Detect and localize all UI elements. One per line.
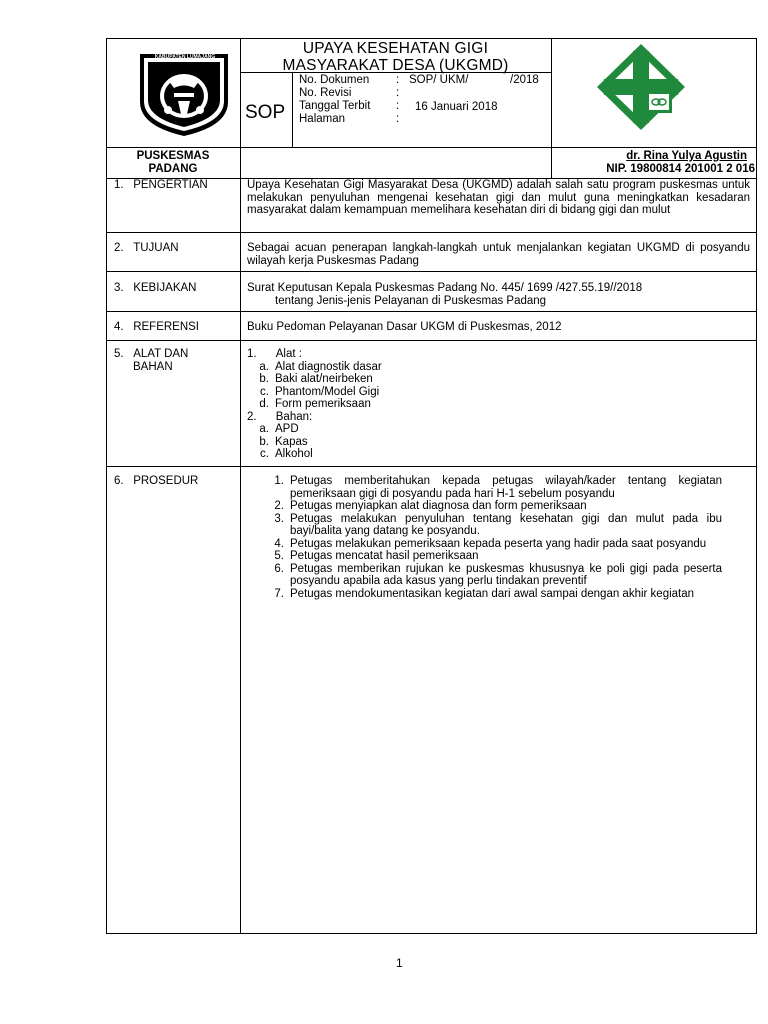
regency-logo: [134, 46, 234, 140]
sop-label: SOP: [245, 102, 286, 123]
procedure-step: [258, 563, 722, 588]
alat-item-marker: b.: [259, 373, 269, 385]
bahan-item-marker: a.: [259, 423, 269, 435]
row-line-3: [106, 311, 757, 312]
meta-label-revisi: No. Revisi: [299, 87, 352, 99]
section-4-label: 4. REFERENSI: [114, 321, 200, 333]
procedure-step: [258, 550, 722, 563]
bahan-item: [247, 423, 750, 436]
regency-logo-text: KABUPATEN LUMAJANG: [154, 54, 216, 60]
procedure-step-marker: 7.: [274, 587, 284, 600]
section-3-line-2: tentang Jenis-jenis Pelayanan di Puskesmas Padang: [275, 294, 547, 307]
bahan-item-text: APD: [275, 423, 299, 435]
alat-item: [247, 386, 750, 399]
alat-item-marker: a.: [259, 360, 269, 373]
procedure-step: [258, 500, 722, 513]
sop-divider: [292, 72, 293, 147]
org-line-2: PADANG: [148, 163, 198, 175]
title-line-1: UPAYA KESEHATAN GIGI: [302, 40, 489, 57]
section-3-label: 3. KEBIJAKAN: [114, 282, 197, 294]
alat-item-text: Alat diagnostik dasar: [275, 360, 382, 373]
meta-sep-halaman: :: [396, 113, 400, 125]
meta-sep-revisi: :: [396, 87, 400, 99]
section-4-text: Buku Pedoman Pelayanan Dasar UKGM di Puskesmas, 2012: [247, 321, 562, 333]
header-divider-left: [240, 38, 241, 934]
bahan-item: [247, 436, 750, 449]
section-6-label: 6. PROSEDUR: [114, 475, 199, 487]
puskesmas-logo: [594, 41, 688, 133]
page-number: 1: [396, 956, 403, 970]
alat-list: [247, 361, 750, 411]
meta-value-terbit: 16 Januari 2018: [415, 101, 498, 113]
procedure-step: [258, 538, 722, 551]
alat-item: [247, 373, 750, 386]
row-line-5: [106, 466, 757, 467]
section-1-text: Upaya Kesehatan Gigi Masyarakat Desa (UKGMD) adalah salah satu program puskesmas untuk melakukan penyuluhan mengenai kesehatan gigi dan mulut guna meningkatkan kesadaran masyarakat dalam kemampuan memelihara kesehatan diri di bidang gigi dan mulut: [247, 179, 750, 216]
meta-extra-dokumen: /2018: [510, 74, 539, 86]
meta-label-terbit: Tanggal Terbit: [299, 100, 371, 112]
org-line-1: PUSKESMAS: [136, 150, 210, 162]
procedure-step-marker: 4.: [274, 537, 284, 550]
procedure-step: [258, 513, 722, 538]
row-line-2: [106, 271, 757, 272]
alat-item-text: Phantom/Model Gigi: [275, 385, 380, 398]
alat-item: [247, 361, 750, 374]
alat-item-marker: c.: [260, 385, 269, 398]
procedure-step-marker: 5.: [274, 550, 284, 562]
procedure-step-text: Petugas mendokumentasikan kegiatan dari awal sampai dengan akhir kegiatan: [290, 587, 695, 600]
alat-item-marker: d.: [259, 398, 269, 410]
bahan-item-marker: c.: [260, 448, 269, 460]
signer-block: [556, 150, 755, 176]
procedure-step: [258, 475, 722, 500]
section-3-text: [247, 282, 750, 307]
section-3-line-1: Surat Keputusan Kepala Puskesmas Padang No. 445/ 1699 /427.55.19//2018: [247, 282, 643, 294]
bahan-item-marker: b.: [259, 435, 269, 448]
procedure-step-text: Petugas memberikan rujukan ke puskesmas khususnya ke poli gigi pada peserta posyandu apabila ada kasus yang perlu tindakan preventif: [290, 562, 722, 587]
meta-value-dokumen: SOP/ UKM/: [409, 74, 469, 86]
bahan-item-text: Kapas: [275, 435, 308, 448]
title-line-2: MASYARAKAT DESA (UKGMD): [282, 57, 509, 74]
bahan-item-text: Alkohol: [275, 448, 313, 460]
meta-sep-dokumen: :: [396, 74, 400, 86]
procedure-step-marker: 2.: [274, 500, 284, 512]
signer-name: dr. Rina Yulya Agustin: [626, 150, 747, 162]
row-line-4: [106, 340, 757, 341]
section-5-label: 5. ALAT DAN BAHAN: [114, 348, 189, 373]
document-title: [240, 40, 551, 74]
procedure-step-text: Petugas melakukan pemeriksaan kepada peserta yang hadir pada saat posyandu: [290, 537, 707, 550]
procedure-step-text: Petugas memberitahukan kepada petugas wilayah/kader tentang kegiatan pemeriksaan gigi di posyandu pada hari H-1 sebelum posyandu: [290, 475, 722, 500]
section-2-text: Sebagai acuan penerapan langkah-langkah untuk menjalankan kegiatan UKGMD di posyandu wilayah kerja Puskesmas Padang: [247, 242, 750, 267]
procedure-step-marker: 6.: [274, 562, 284, 575]
procedure-step-text: Petugas melakukan penyuluhan tentang kesehatan gigi dan mulut pada ibu bayi/balita yang datang ke posyandu.: [290, 512, 722, 537]
section-2-label: 2. TUJUAN: [114, 242, 179, 254]
signer-nip: NIP. 19800814 201001 2 016: [606, 163, 755, 175]
procedure-step-marker: 3.: [274, 512, 284, 525]
bahan-heading: 2. Bahan:: [247, 410, 313, 423]
section-1-label: 1. PENGERTIAN: [114, 179, 208, 191]
row-line-1: [106, 232, 757, 233]
header-divider-right: [551, 38, 552, 178]
meta-label-halaman: Halaman: [299, 113, 346, 125]
procedure-step-text: Petugas menyiapkan alat diagnosa dan form pemeriksaan: [290, 500, 587, 512]
org-name: [106, 150, 240, 176]
procedure-list: [258, 475, 722, 600]
meta-sep-terbit: :: [396, 100, 400, 112]
procedure-step-marker: 1.: [274, 475, 284, 487]
procedure-step: [258, 588, 722, 601]
bahan-list: [247, 423, 750, 461]
section-5-list: [247, 348, 750, 461]
alat-heading: 1. Alat :: [247, 348, 302, 360]
alat-item-text: Baki alat/neirbeken: [275, 373, 373, 385]
header-bottom-line: [106, 147, 757, 148]
meta-label-dokumen: No. Dokumen: [299, 74, 370, 86]
procedure-step-text: Petugas mencatat hasil pemeriksaan: [290, 550, 479, 562]
bahan-item: [247, 448, 750, 461]
alat-item-text: Form pemeriksaan: [275, 398, 371, 410]
alat-item: [247, 398, 750, 411]
